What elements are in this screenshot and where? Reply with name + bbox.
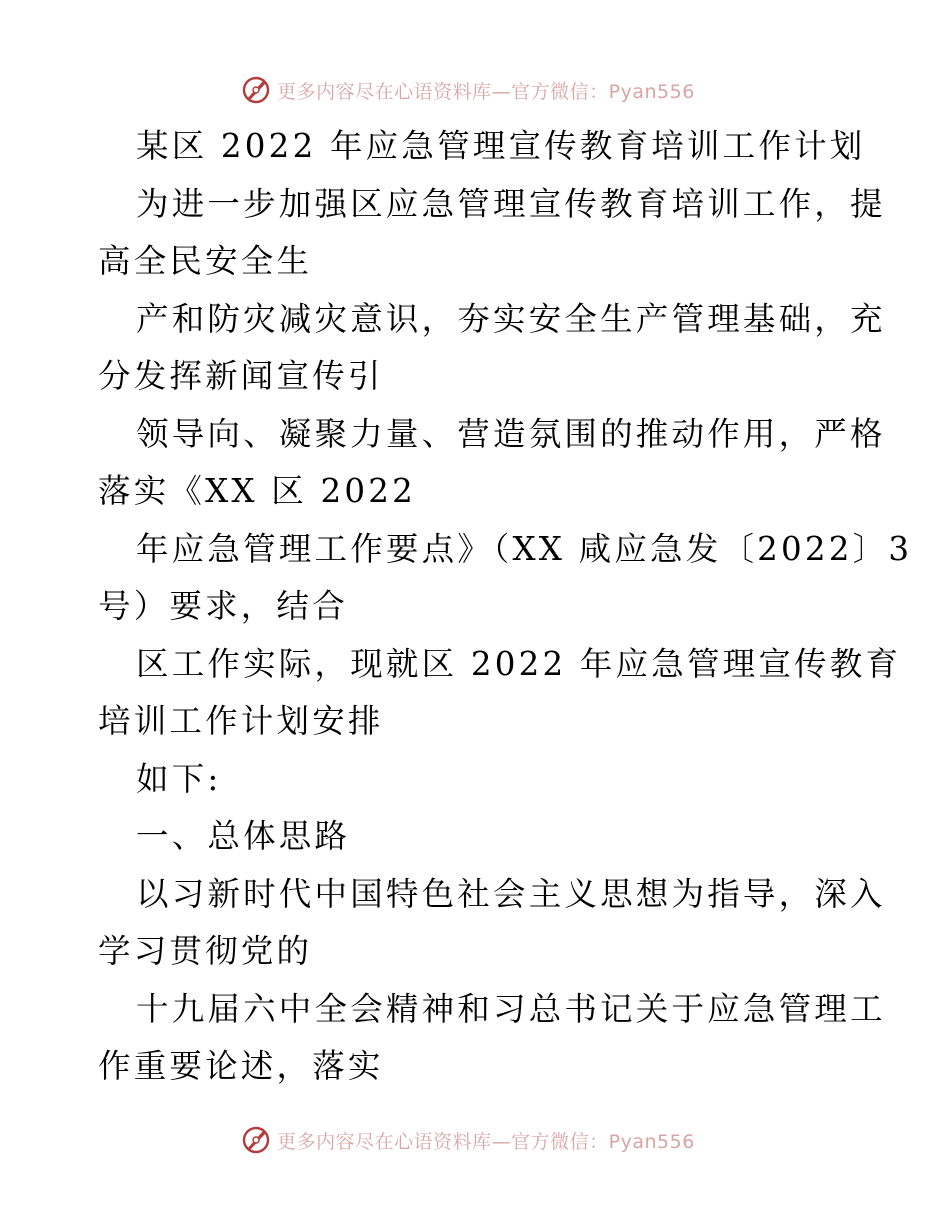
text-line: 以习新时代中国特色社会主义思想为指导，深入 (136, 874, 886, 913)
text-line: 产和防灾减灾意识，夯实安全生产管理基础，充 (136, 299, 886, 338)
document-body (98, 118, 913, 1096)
text-line: 高全民安全生 (98, 242, 313, 280)
text-line: 年应急管理工作要点》（XX 咸应急发〔2022〕3 (136, 529, 913, 568)
watermark-text: 更多内容尽在心语资料库—官方微信：Pyan556 (277, 80, 695, 103)
quill-circle-logo-icon (241, 75, 271, 105)
watermark-text: 更多内容尽在心语资料库—官方微信：Pyan556 (277, 1130, 695, 1153)
text-line: 落实《XX 区 2022 (98, 472, 417, 510)
text-line: 为进一步加强区应急管理宣传教育培训工作，提 (136, 184, 886, 223)
text-line: 如下: (136, 759, 222, 798)
text-line: 分发挥新闻宣传引 (98, 357, 384, 395)
text-line: 十九届六中全会精神和习总书记关于应急管理工 (136, 989, 886, 1028)
text-line: 领导向、凝聚力量、营造氛围的推动作用，严格 (136, 414, 886, 453)
section-heading: 一、总体思路 (136, 817, 351, 855)
document-title: 某区 2022 年应急管理宣传教育培训工作计划 (136, 127, 866, 165)
text-line: 区工作实际，现就区 2022 年应急管理宣传教育 (136, 644, 902, 683)
text-line: 学习贯彻党的 (98, 932, 313, 970)
watermark-header (0, 70, 950, 110)
text-line: 培训工作计划安排 (98, 702, 384, 740)
text-line: 作重要论述，落实 (98, 1047, 384, 1085)
quill-circle-logo-icon (241, 1125, 271, 1155)
text-line: 号）要求，结合 (98, 587, 348, 625)
watermark-footer (0, 1120, 950, 1160)
